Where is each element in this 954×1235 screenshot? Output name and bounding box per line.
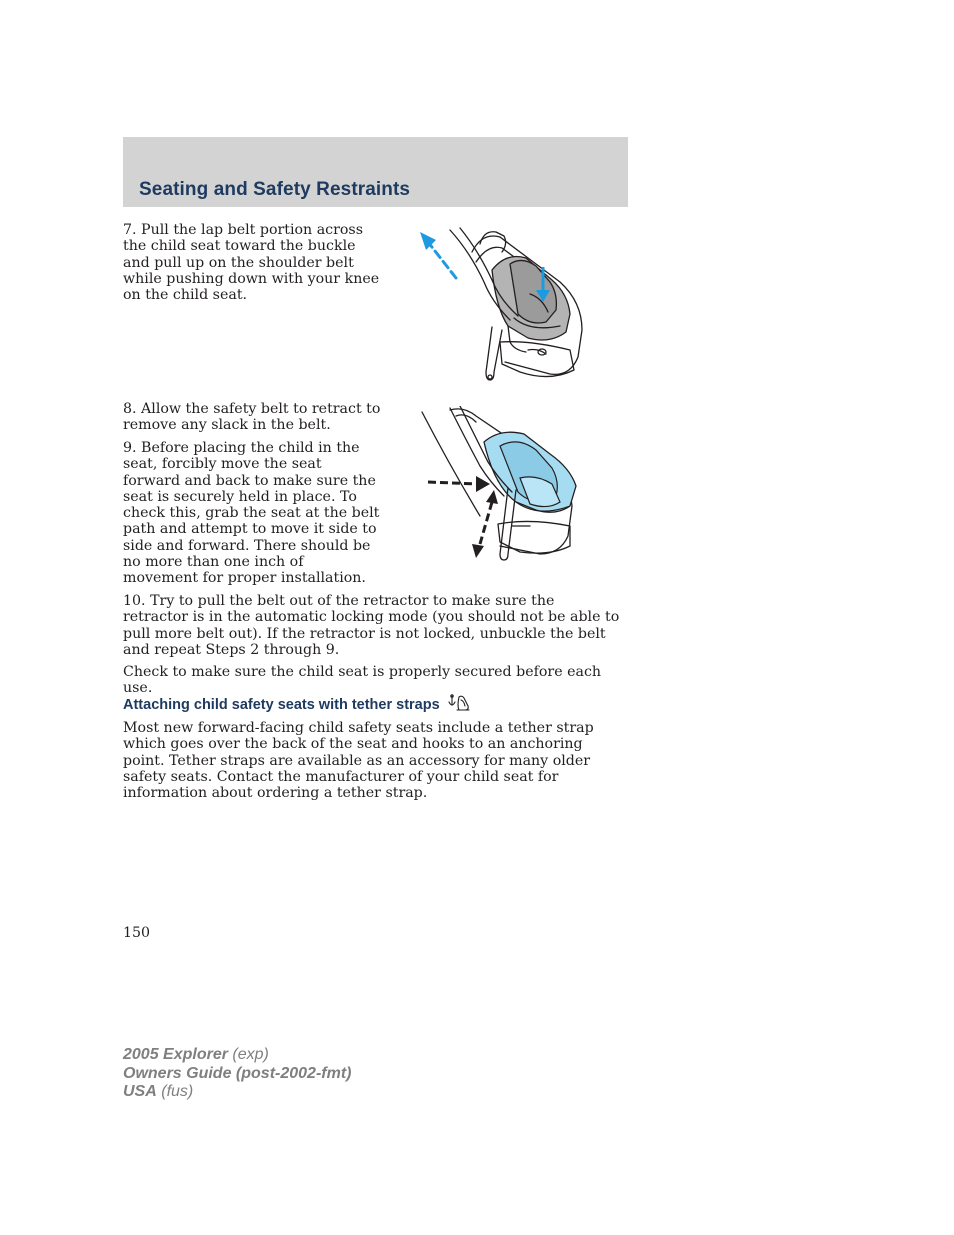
step-8-text: 8. Allow the safety belt to retract to remove any slack in the belt. <box>123 401 381 434</box>
tether-straps-heading-text: Attaching child safety seats with tether straps <box>123 697 440 713</box>
footer-line-2 <box>123 1065 351 1084</box>
step-7-text: 7. Pull the lap belt portion across the child seat toward the buckle and pull up on the shoulder belt while pushing down with your knee on the child seat. <box>123 222 380 304</box>
footer-model: 2005 Explorer <box>123 1046 228 1063</box>
footer-market-code: (fus) <box>161 1083 194 1100</box>
footer-line-3 <box>123 1083 351 1102</box>
footer-line-1 <box>123 1046 351 1065</box>
footer-model-code: (exp) <box>232 1046 269 1063</box>
tether-straps-body: Most new forward-facing child safety seats include a tether strap which goes over the back of the seat and hooks to an anchoring point. Tether straps are available as an accessory for many older safety seats. Contact the manufacturer of your child seat for information about ordering a tether strap. <box>123 720 594 802</box>
check-secured-text: Check to make sure the child seat is properly secured before each use. <box>123 664 602 697</box>
child-seat-movement-check-illustration <box>420 406 585 564</box>
tether-straps-heading <box>123 694 471 713</box>
page-number: 150 <box>123 925 151 941</box>
step-9-text: 9. Before placing the child in the seat, forcibly move the seat forward and back to make sure the seat is securely held in place. To check this, grab the seat at the belt path and attempt to move it side to side and forward. There should be no more than one inch of movement for proper installation. <box>123 440 380 587</box>
document-footer <box>123 1046 351 1102</box>
section-title: Seating and Safety Restraints <box>139 179 411 200</box>
step-10-text: 10. Try to pull the belt out of the retractor to make sure the retractor is in the automatic locking mode (you should not be able to pull more belt out). If the retractor is not locked, unbuckle the belt and repeat Steps 2 through 9. <box>123 593 620 658</box>
footer-guide: Owners Guide (post-2002-fmt) <box>123 1064 352 1082</box>
footer-market: USA <box>123 1083 157 1100</box>
child-seat-tether-icon <box>447 694 471 712</box>
child-seat-belt-tightening-illustration <box>410 222 590 387</box>
section-header-band <box>123 137 628 207</box>
